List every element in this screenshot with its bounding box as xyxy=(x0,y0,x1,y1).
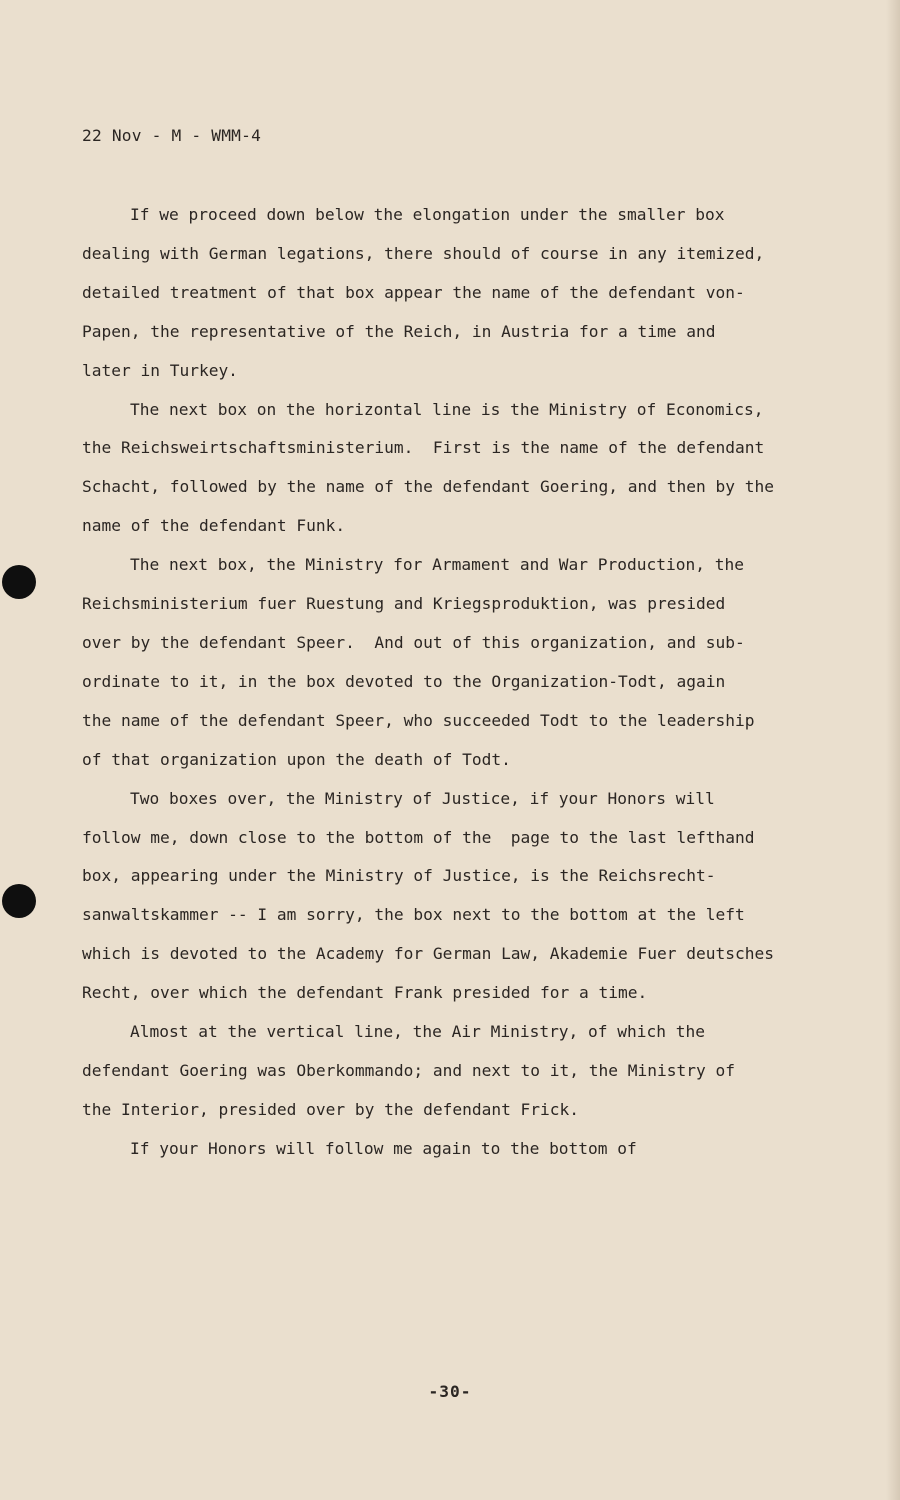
paragraph xyxy=(82,1130,782,1169)
text-line: box, appearing under the Ministry of Justice, is the Reichsrecht- xyxy=(82,866,716,886)
page-header: 22 Nov - M - WMM-4 xyxy=(82,126,262,145)
text-line: If we proceed down below the elongation under the smaller box xyxy=(130,205,725,224)
text-line: which is devoted to the Academy for German Law, Akademie Fuer deutsches xyxy=(82,944,774,964)
text-line: name of the defendant Funk. xyxy=(82,516,346,536)
page-number: -30- xyxy=(428,1382,472,1401)
text-line: sanwaltskammer -- I am sorry, the box next to the bottom at the left xyxy=(82,905,745,925)
text-line: Recht, over which the defendant Frank presided for a time. xyxy=(82,983,648,1003)
paragraph xyxy=(82,780,782,1013)
text-line: Reichsministerium fuer Ruestung and Kriegsproduktion, was presided xyxy=(82,594,726,614)
punch-hole-lower xyxy=(2,884,36,918)
text-line: Schacht, followed by the name of the defendant Goering, and then by the xyxy=(82,477,774,497)
paragraph xyxy=(82,391,782,547)
text-line: The next box, the Ministry for Armament and War Production, the xyxy=(130,555,744,575)
text-line: the Reichsweirtschaftsministerium. First is the name of the defendant xyxy=(82,438,765,458)
text-line: detailed treatment of that box appear the name of the defendant von- xyxy=(82,282,745,302)
text-line: of that organization upon the death of Todt. xyxy=(82,749,511,769)
text-line: the Interior, presided over by the defendant Frick. xyxy=(82,1099,580,1119)
paragraph xyxy=(82,1013,782,1130)
text-line: Papen, the representative of the Reich, in Austria for a time and xyxy=(82,321,716,341)
text-line: the name of the defendant Speer, who succeeded Todt to the leadership xyxy=(82,710,755,730)
paragraph xyxy=(82,546,782,779)
punch-hole-upper xyxy=(2,565,36,599)
paragraph xyxy=(82,196,782,391)
text-line: The next box on the horizontal line is the Ministry of Economics, xyxy=(130,399,764,419)
text-line: Two boxes over, the Ministry of Justice, if your Honors will xyxy=(130,788,715,808)
text-line: ordinate to it, in the box devoted to the Organization-Todt, again xyxy=(82,671,726,691)
text-line: later in Turkey. xyxy=(82,360,238,380)
body-text xyxy=(82,196,782,1169)
text-line: Almost at the vertical line, the Air Ministry, of which the xyxy=(130,1022,705,1042)
text-line: defendant Goering was Oberkommando; and next to it, the Ministry of xyxy=(82,1060,735,1080)
text-line: follow me, down close to the bottom of the page to the last lefthand xyxy=(82,827,755,847)
text-line: dealing with German legations, there should of course in any itemized, xyxy=(82,243,765,263)
page-edge-shadow xyxy=(886,0,900,1500)
text-line: If your Honors will follow me again to the bottom of xyxy=(130,1138,637,1158)
text-line: over by the defendant Speer. And out of this organization, and sub- xyxy=(82,632,745,652)
